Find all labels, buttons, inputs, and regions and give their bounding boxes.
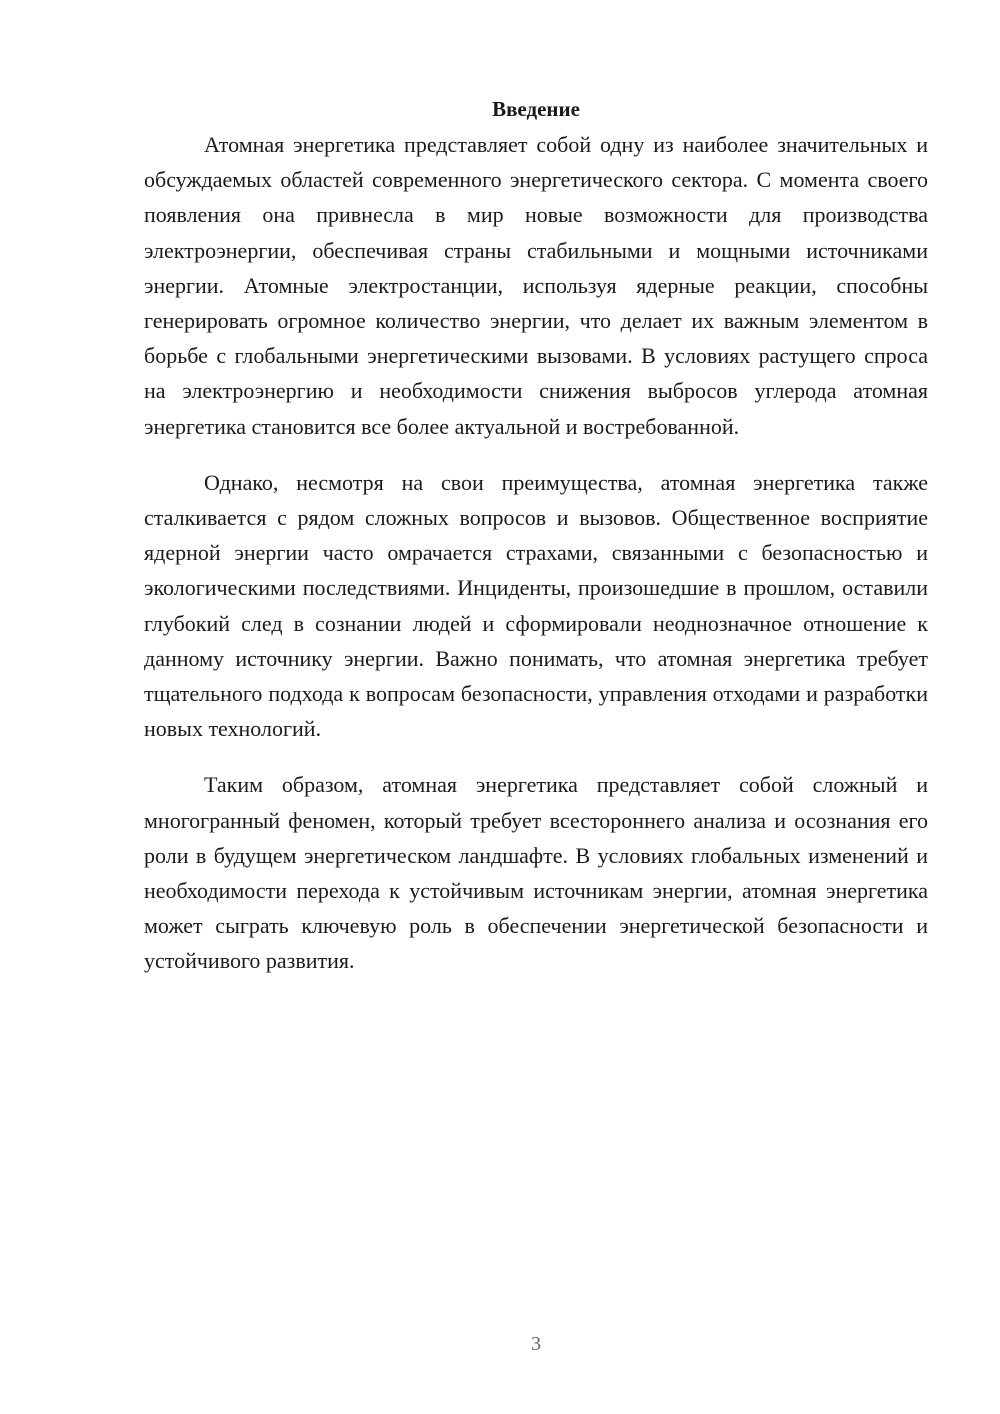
paragraph-2: Однако, несмотря на свои преимущества, атомная энергетика также сталкивается с рядом сложных вопросов и вызовов. Общественное восприятие ядерной энергии часто омрачается страхами, связанными с безопасностью и экологическими последствиями. Инциденты, произошедшие в прошлом, оставили глубокий след в сознании людей и сформировали неоднозначное отношение к данному источнику энергии. Важно понимать, что атомная энергетика требует тщательного подхода к вопросам безопасности, управления отходами и разработки новых технологий. xyxy=(144,469,928,742)
section-heading: Введение xyxy=(492,97,580,121)
page-number: 3 xyxy=(531,1333,541,1355)
paragraph-3: Таким образом, атомная энергетика представляет собой сложный и многогранный феномен, который требует всестороннего анализа и осознания его роли в будущем энергетическом ландшафте. В условиях глобальных изменений и необходимости перехода к устойчивым источникам энергии, атомная энергетика может сыграть ключевую роль в обеспечении энергетической безопасности и устойчивого развития. xyxy=(144,772,928,974)
paragraph-1: Атомная энергетика представляет собой одну из наиболее значительных и обсуждаемых областей современного энергетического сектора. С момента своего появления она привнесла в мир новые возможности для производства электроэнергии, обеспечивая страны стабильными и мощными источниками энергии. Атомные электростанции, используя ядерные реакции, способны генерировать огромное количество энергии, что делает их важным элементом в борьбе с глобальными энергетическими вызовами. В условиях растущего спроса на электроэнергию и необходимости снижения выбросов углерода атомная энергетика становится все более актуальной и востребованной. xyxy=(144,132,928,439)
page-content xyxy=(144,92,928,979)
